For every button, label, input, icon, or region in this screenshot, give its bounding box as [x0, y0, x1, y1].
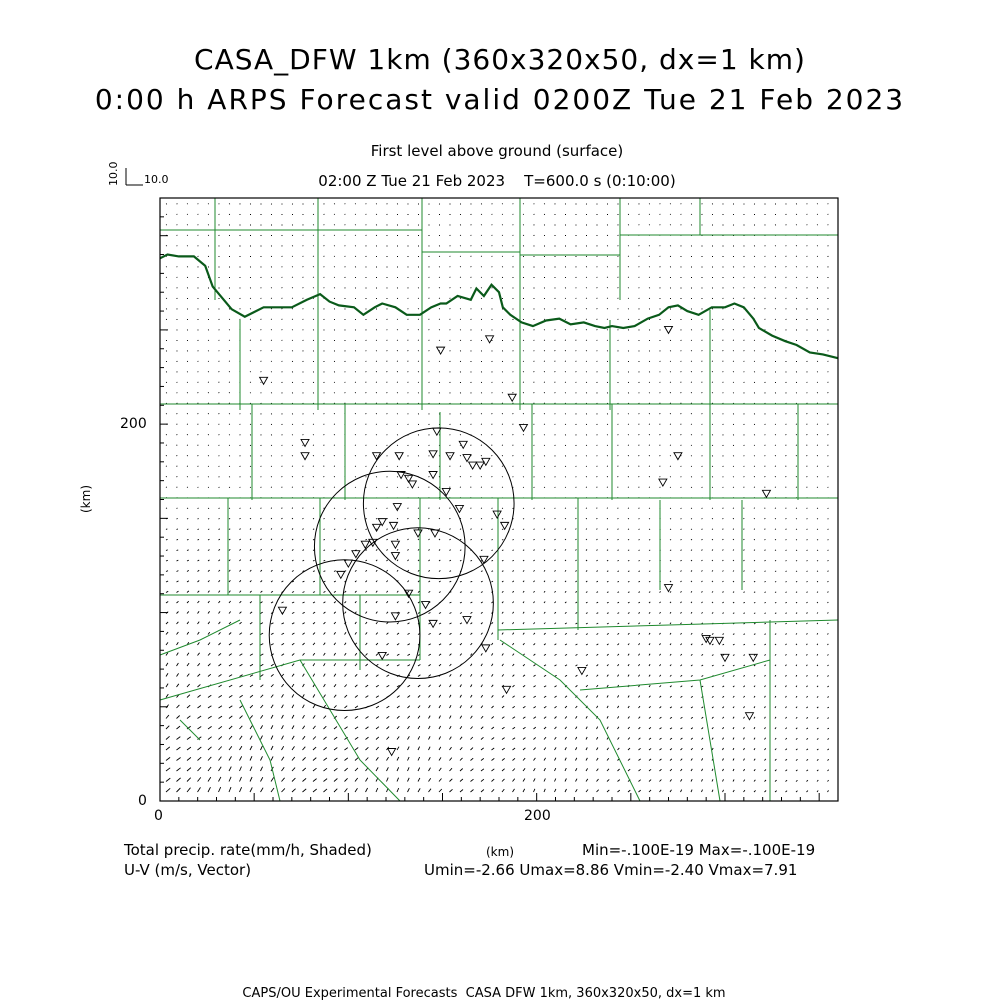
station-marker-icon [493, 511, 501, 518]
wind-stats: Umin=-2.66 Umax=8.86 Vmin=-2.40 Vmax=7.91 [424, 861, 798, 879]
station-marker-icon [749, 654, 757, 661]
station-marker-icon [301, 453, 309, 460]
footer-credit: CAPS/OU Experimental Forecasts CASA DFW 1km, 360x320x50, dx=1 km [242, 986, 726, 1001]
station-marker-icon [260, 377, 268, 384]
station-marker-icon [469, 462, 477, 469]
station-marker-icon [501, 522, 509, 529]
station-marker-icon [431, 530, 439, 537]
station-marker-icon [390, 522, 398, 529]
reference-vector-vertical-label: 10.0 [107, 161, 120, 186]
subtitle-level: First level above ground (surface) [370, 142, 624, 160]
x-tick-label-200: 200 [524, 808, 551, 824]
station-marker-icon [715, 637, 723, 644]
y-axis-label: (km) [79, 484, 93, 513]
subtitle-time: 02:00 Z Tue 21 Feb 2023 T=600.0 s (0:10:00) [318, 172, 676, 190]
station-marker-icon [408, 481, 416, 488]
station-marker-icon [414, 530, 422, 537]
wind-label: U-V (m/s, Vector) [124, 861, 252, 879]
plot-frame [160, 198, 838, 801]
station-marker-icon [482, 645, 490, 652]
station-marker-icon [463, 455, 471, 462]
y-tick-label-0: 0 [138, 793, 147, 809]
station-marker-icon [437, 347, 445, 354]
station-marker-icon [429, 451, 437, 458]
county-line [498, 620, 838, 630]
station-marker-icon [463, 617, 471, 624]
station-marker-icon [578, 667, 586, 674]
station-marker-icon [503, 686, 511, 693]
station-marker-icon [665, 326, 673, 333]
county-line [500, 640, 640, 801]
radar-range-ring [363, 428, 514, 579]
state-border [160, 255, 838, 359]
station-marker-icon [659, 479, 667, 486]
station-marker-icon [429, 620, 437, 627]
county-line [700, 680, 720, 801]
station-markers [260, 326, 771, 755]
radar-range-ring [314, 471, 465, 622]
station-marker-icon [337, 571, 345, 578]
station-marker-icon [373, 524, 381, 531]
station-marker-icon [762, 490, 770, 497]
station-marker-icon [721, 654, 729, 661]
station-marker-icon [344, 560, 352, 567]
county-line [160, 660, 420, 700]
precip-label: Total precip. rate(mm/h, Shaded) [124, 841, 372, 859]
station-marker-icon [745, 713, 753, 720]
title-line-2: 0:00 h ARPS Forecast valid 0200Z Tue 21 Feb 2023 [94, 83, 906, 116]
radar-range-ring [269, 560, 420, 711]
county-line [160, 620, 240, 655]
station-marker-icon [391, 613, 399, 620]
county-boundaries [160, 198, 838, 801]
station-marker-icon [429, 472, 437, 479]
station-marker-icon [702, 635, 710, 642]
station-marker-icon [378, 652, 386, 659]
x-tick-label-0: 0 [154, 808, 163, 824]
x-axis-label: (km) [486, 845, 515, 859]
station-marker-icon [395, 453, 403, 460]
title-line-1: CASA_DFW 1km (360x320x50, dx=1 km) [194, 43, 806, 76]
station-marker-icon [519, 424, 527, 431]
station-marker-icon [301, 439, 309, 446]
state-border-line [160, 255, 838, 359]
precip-stats: Min=-.100E-19 Max=-.100E-19 [582, 841, 816, 859]
station-marker-icon [388, 749, 396, 756]
y-tick-label-200: 200 [120, 416, 147, 432]
station-marker-icon [665, 585, 673, 592]
station-marker-icon [476, 462, 484, 469]
axis-ticks [160, 198, 838, 801]
county-line [240, 700, 280, 801]
station-marker-icon [508, 394, 516, 401]
radar-range-rings [269, 428, 514, 711]
reference-vector-horizontal-label: 10.0 [144, 173, 169, 186]
station-marker-icon [393, 504, 401, 511]
station-marker-icon [391, 553, 399, 560]
station-marker-icon [391, 541, 399, 548]
station-marker-icon [486, 336, 494, 343]
